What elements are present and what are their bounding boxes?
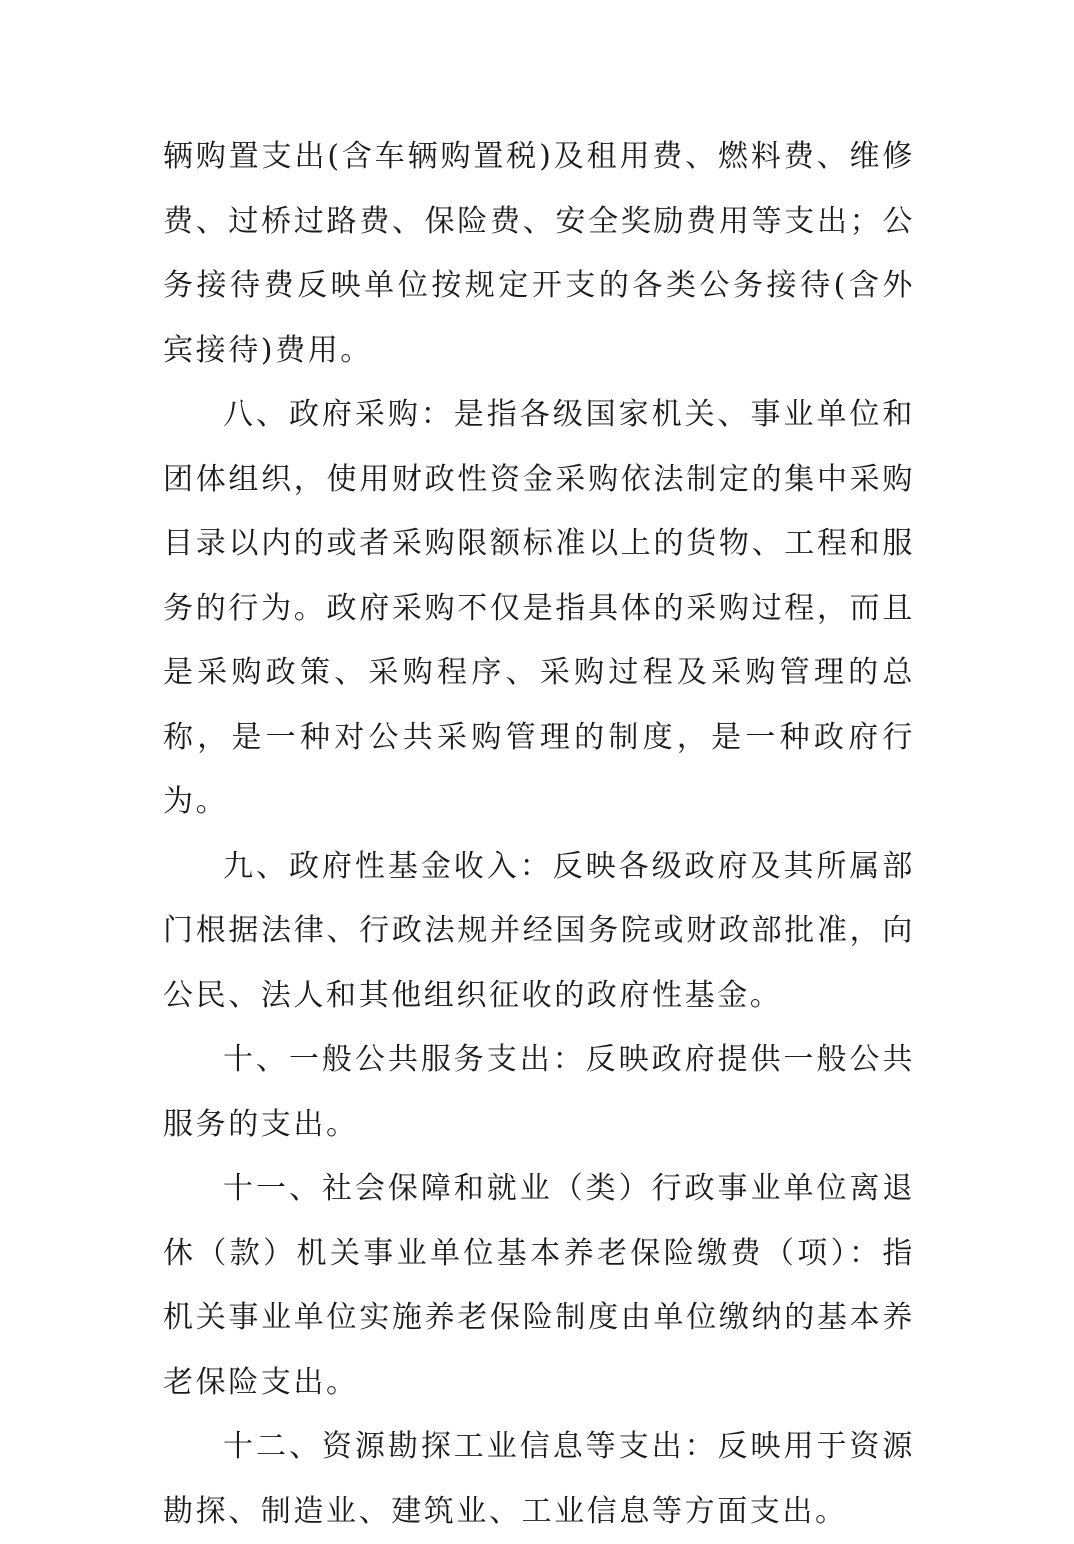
paragraph-general-public-services: 十、一般公共服务支出：反映政府提供一般公共服务的支出。 — [163, 1042, 915, 1142]
document-body — [163, 125, 915, 1544]
paragraph-government-procurement: 八、政府采购：是指各级国家机关、事业单位和团体组织，使用财政性资金采购依法制定的集中采购目录以内的或者采购限额标准以上的货物、工程和服务的行为。政府采购不仅是指具体的采购过程，而且是采购政策、采购程序、采购过程及采购管理的总称，是一种对公共采购管理的制度，是一种政府行为。 — [163, 397, 915, 819]
paragraph-resource-exploration: 十二、资源勘探工业信息等支出：反映用于资源勘探、制造业、建筑业、工业信息等方面支出。 — [163, 1429, 915, 1529]
paragraph-government-fund-revenue: 九、政府性基金收入：反映各级政府及其所属部门根据法律、行政法规并经国务院或财政部批准，向公民、法人和其他组织征收的政府性基金。 — [163, 848, 915, 1013]
paragraph-pension-insurance: 十一、社会保障和就业（类）行政事业单位离退休（款）机关事业单位基本养老保险缴费（项）：指机关事业单位实施养老保险制度由单位缴纳的基本养老保险支出。 — [163, 1171, 915, 1400]
paragraph-vehicle-and-reception-costs: 辆购置支出(含车辆购置税)及租用费、燃料费、维修费、过桥过路费、保险费、安全奖励费用等支出；公务接待费反映单位按规定开支的各类公务接待(含外宾接待)费用。 — [163, 139, 915, 368]
